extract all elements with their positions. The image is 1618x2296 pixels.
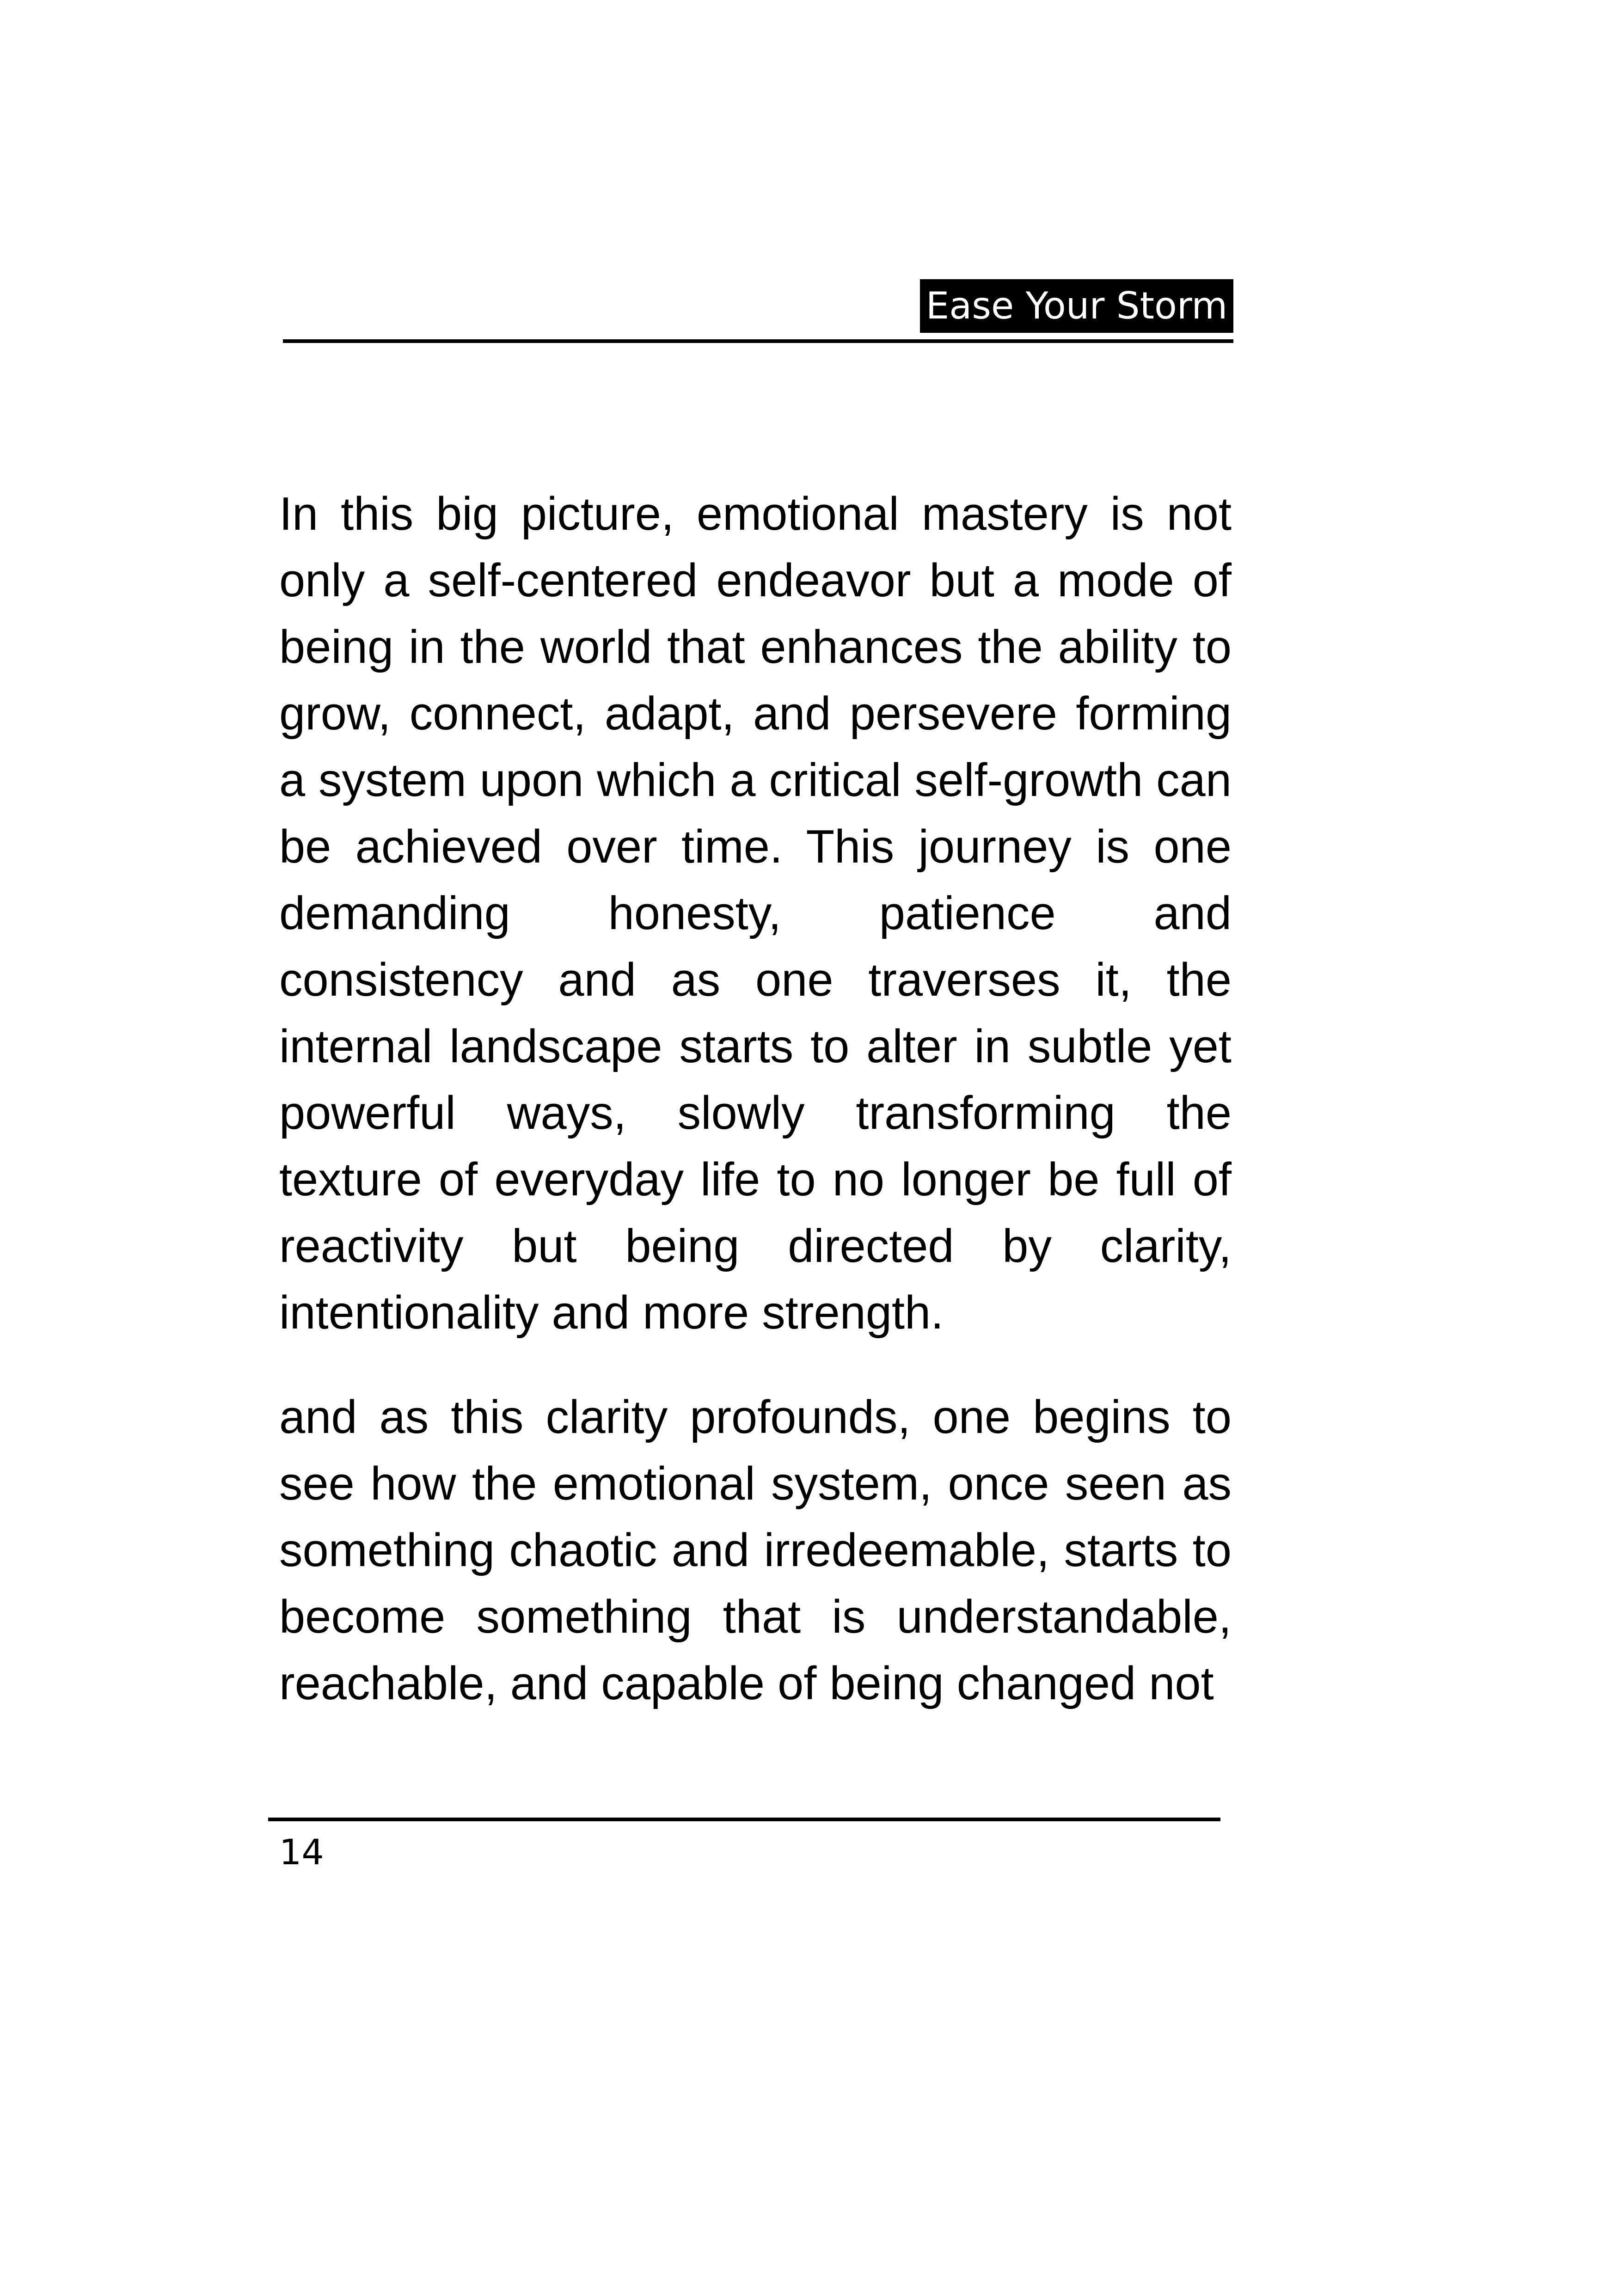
page-body [279, 481, 1232, 1717]
page-number: 14 [279, 1831, 324, 1873]
footer-divider [268, 1818, 1220, 1821]
header-divider [283, 339, 1233, 343]
body-paragraph-1: In this big picture, emotional mastery is not only a self-centered endeavor but a mode of being in the world that enhances the ability to grow, connect, adapt, and persevere forming a system upon which a critical self-growth can be achieved over time. This journey is one demanding honesty, patience and consistency and as one traverses it, the internal landscape starts to alter in subtle yet powerful ways, slowly transforming the texture of everyday life to no longer be full of reactivity but being directed by clarity, intentionality and more strength. [279, 488, 1232, 1339]
body-paragraph-2: and as this clarity profounds, one begins to see how the emotional system, once seen as something chaotic and irredeemable, starts to become something that is understandable, reachable, and capable of being changed not [279, 1391, 1232, 1709]
running-header-title: Ease Your Storm [920, 279, 1233, 333]
